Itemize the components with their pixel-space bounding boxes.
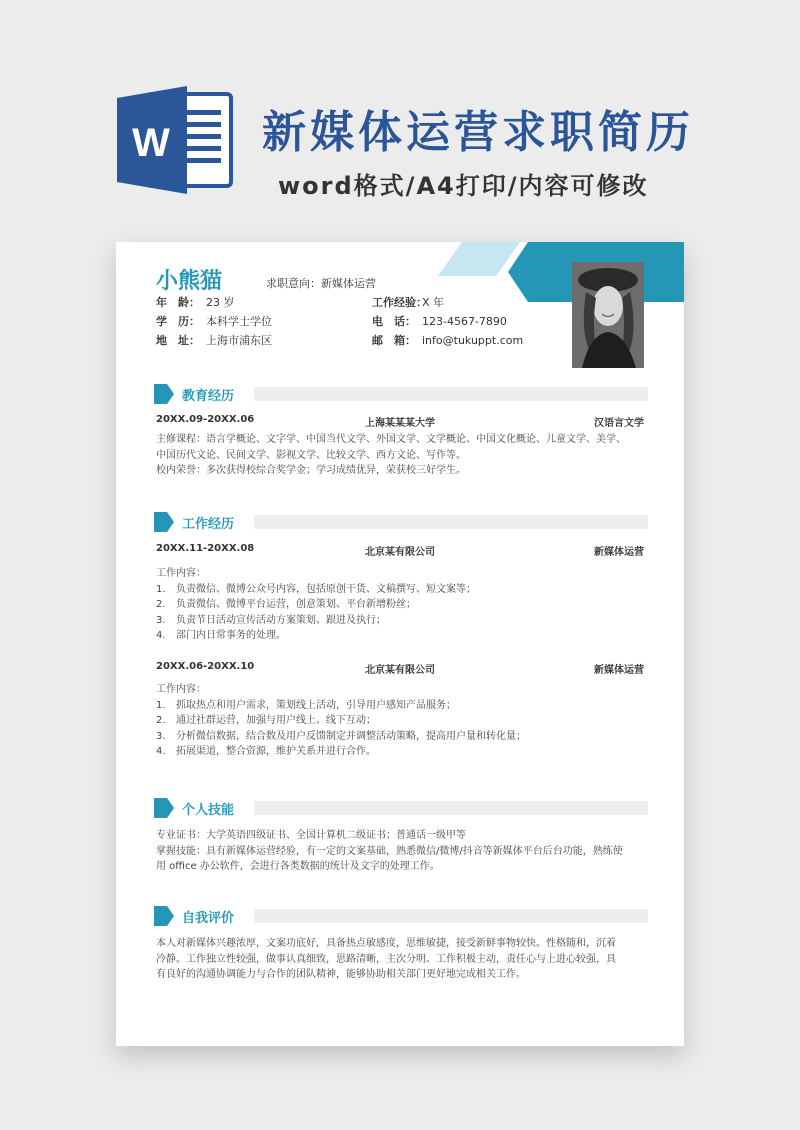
job-period: 20XX.11-20XX.08 [156, 543, 255, 554]
section-work [154, 512, 648, 532]
section-bar [254, 801, 648, 815]
education-period: 20XX.09-20XX.06 [156, 414, 255, 425]
job-intent [266, 275, 376, 291]
section-title-education: 教育经历 [182, 389, 235, 404]
info-email [372, 332, 523, 348]
section-title-work: 工作经历 [182, 517, 235, 532]
education-line: 校内荣誉：多次获得校综合奖学金；学习成绩优异，荣获校三好学生。 [156, 465, 466, 476]
candidate-name: 小熊猫 [156, 269, 223, 294]
job-intent-label: 求职意向： [266, 277, 321, 290]
info-phone [372, 313, 507, 329]
section-flag-icon [154, 384, 174, 404]
experience-label: 工作经验： [372, 296, 427, 309]
email-label: 邮 箱： [372, 334, 416, 347]
info-address [156, 332, 272, 348]
section-title-self: 自我评价 [182, 911, 235, 926]
address-label: 地 址： [156, 334, 200, 347]
skills-line: 用 office 办公软件，会进行各类数据的统计及文字的处理工作。 [156, 861, 440, 872]
list-item: 1. 负责微信、微博公众号内容，包括原创干货、文稿撰写、短文案等； [156, 583, 476, 595]
skills-line: 掌握技能：具有新媒体运营经验，有一定的文案基础，熟悉微信/微博/抖音等新媒体平台后台功能，熟练使 [156, 845, 623, 857]
phone-label: 电 话： [372, 315, 416, 328]
list-item: 3. 负责节日活动宣传活动方案策划、跟进及执行； [156, 614, 386, 626]
job-details-heading: 工作内容： [156, 684, 206, 695]
education-value: 本科学士学位 [206, 315, 272, 328]
skills-line: 专业证书：大学英语四级证书、全国计算机二级证书；普通话一级甲等 [156, 830, 466, 841]
education-line: 中国历代文论、民间文学、影视文学、比较文学、西方文论、写作等。 [156, 449, 466, 461]
age-label: 年 龄： [156, 296, 200, 309]
section-flag-icon [154, 798, 174, 818]
list-item: 4. 拓展渠道，整合资源，维护关系并进行合作。 [156, 746, 376, 757]
job-company: 北京某有限公司 [365, 665, 435, 676]
self-eval-line: 有良好的沟通协调能力与合作的团队精神，能够协助相关部门更好地完成相关工作。 [156, 969, 526, 980]
list-item: 1. 抓取热点和用户需求，策划线上活动，引导用户感知产品服务； [156, 699, 456, 711]
job-company: 北京某有限公司 [365, 547, 435, 558]
address-value: 上海市浦东区 [206, 334, 272, 347]
list-item: 2. 通过社群运营，加强与用户线上、线下互动； [156, 715, 376, 726]
section-self-evaluation [154, 906, 648, 926]
self-evaluation-details [156, 936, 648, 983]
job-details [156, 682, 648, 760]
job-period: 20XX.06-20XX.10 [156, 661, 255, 672]
section-bar [254, 387, 648, 401]
self-eval-line: 冷静。工作独立性较强，做事认真细致，思路清晰，主次分明。工作积极主动，责任心与上进心较强，具 [156, 953, 616, 965]
job-details-heading: 工作内容： [156, 568, 206, 579]
self-eval-line: 本人对新媒体兴趣浓厚，文案功底好，具备热点敏感度，思维敏捷，接受新鲜事物较快。性格随和，沉着 [156, 938, 616, 949]
section-flag-icon [154, 906, 174, 926]
job-intent-value: 新媒体运营 [321, 277, 376, 290]
skills-details [156, 828, 648, 875]
phone-value: 123-4567-7890 [422, 315, 507, 328]
education-school: 上海某某某大学 [365, 418, 435, 429]
job-position: 新媒体运营 [594, 547, 644, 558]
section-bar [254, 515, 648, 529]
info-experience [372, 294, 444, 310]
experience-value: X 年 [422, 296, 445, 309]
job-details [156, 566, 648, 644]
age-value: 23 岁 [206, 296, 235, 309]
section-education [154, 384, 648, 404]
section-skills [154, 798, 648, 818]
word-document-icon [117, 84, 237, 196]
banner-subtitle: word格式/A4打印/内容可修改 [278, 172, 649, 200]
banner-title: 新媒体运营求职简历 [262, 107, 694, 158]
job-position: 新媒体运营 [594, 665, 644, 676]
section-bar [254, 909, 648, 923]
education-label: 学 历： [156, 315, 200, 328]
education-line: 主修课程：语言学概论、文字学、中国当代文学、外国文学、文学概论、中国文化概论、儿童文学、美学、 [156, 434, 626, 445]
word-icon-letter: W [132, 121, 170, 165]
section-title-skills: 个人技能 [182, 803, 235, 818]
education-details [156, 432, 648, 479]
info-age [156, 294, 235, 310]
education-major: 汉语言文学 [594, 418, 644, 429]
candidate-photo [572, 262, 644, 368]
list-item: 4. 部门内日常事务的处理。 [156, 630, 286, 641]
resume-page [116, 242, 684, 1046]
section-flag-icon [154, 512, 174, 532]
info-education [156, 313, 272, 329]
email-value: info@tukuppt.com [422, 334, 524, 347]
list-item: 3. 分析微信数据，结合数及用户反馈制定并调整活动策略，提高用户量和转化量； [156, 730, 526, 742]
list-item: 2. 负责微信、微博平台运营，创意策划、平台新增粉丝； [156, 599, 416, 610]
